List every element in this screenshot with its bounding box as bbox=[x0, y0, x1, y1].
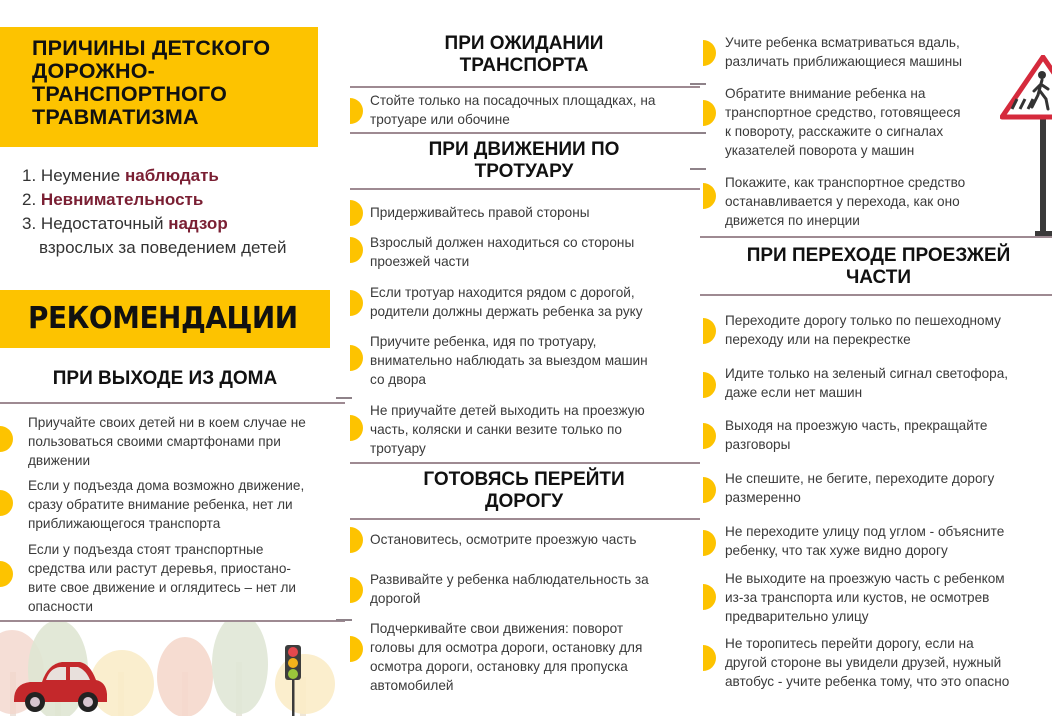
bullet-icon bbox=[703, 183, 716, 209]
divider bbox=[690, 168, 706, 170]
divider bbox=[350, 188, 700, 190]
cause-item-continuation: взрослых за поведением детей bbox=[39, 238, 287, 257]
causes-title-line: ТРАНСПОРТНОГО bbox=[32, 82, 228, 106]
causes-title-line: ПРИЧИНЫ ДЕТСКОГО bbox=[32, 36, 271, 60]
bullet-icon bbox=[703, 423, 716, 449]
bullet-icon bbox=[350, 577, 363, 603]
divider bbox=[700, 294, 1052, 296]
divider bbox=[350, 86, 700, 88]
bullet-icon bbox=[703, 584, 716, 610]
bullet-icon bbox=[703, 477, 716, 503]
list-item: Идите только на зеленый сигнал светофора, даже если нет машин bbox=[725, 366, 1009, 400]
causes-title bbox=[32, 37, 318, 129]
section-title-waiting-transport: ПРИ ОЖИДАНИИ ТРАНСПОРТА bbox=[444, 33, 604, 76]
divider bbox=[350, 132, 700, 134]
list-item: Выходя на проезжую часть, прекращайте разговоры bbox=[725, 418, 988, 452]
divider bbox=[350, 462, 700, 464]
divider bbox=[690, 83, 706, 85]
list-item: Если у подъезда дома возможно движение, сразу обратите внимание ребенка, нет ли приближающегося транспорта bbox=[28, 478, 305, 531]
pedestrian-crossing-sign-icon bbox=[1000, 55, 1052, 240]
recommendations-title: РЕКОМЕНДАЦИИ bbox=[28, 301, 298, 336]
bullet-icon bbox=[703, 40, 716, 66]
list-item: Если у подъезда стоят транспортные средства или растут деревья, приостано- вите свое движение и оглядитесь – нет ли опасности bbox=[28, 542, 297, 614]
divider bbox=[336, 397, 352, 399]
divider bbox=[690, 132, 706, 134]
list-item: Подчеркивайте свои движения: поворот головы для осмотра дороги, остановку для осмотра дороги, остановку для пропуска автомобилей bbox=[370, 621, 643, 693]
divider bbox=[700, 236, 1052, 238]
street-illustration bbox=[0, 622, 345, 716]
bullet-icon bbox=[703, 645, 716, 671]
bullet-icon bbox=[703, 318, 716, 344]
list-item: Обратите внимание ребенка на транспортное средство, готовящееся к повороту, расскажите о сигналах указателей поворота у машин bbox=[725, 86, 961, 158]
cause-highlight: надзор bbox=[168, 214, 228, 233]
bullet-icon bbox=[350, 415, 363, 441]
list-item: Придерживайтесь правой стороны bbox=[370, 205, 590, 220]
bullet-icon bbox=[703, 100, 716, 126]
bullet-icon bbox=[350, 200, 363, 226]
list-item: Учите ребенка всматриваться вдаль, различать приближающиеся машины bbox=[725, 35, 963, 69]
tree-icon bbox=[275, 654, 335, 716]
bullet-icon bbox=[0, 561, 13, 587]
tree-icon bbox=[212, 622, 268, 716]
bullet-icon bbox=[0, 426, 13, 452]
causes-title-line: ДОРОЖНО- bbox=[32, 59, 155, 83]
list-item: Не выходите на проезжую часть с ребенком из-за транспорта или кустов, не осмотрев предварительно улицу bbox=[725, 571, 1005, 624]
section-title-sidewalk: ПРИ ДВИЖЕНИИ ПО ТРОТУАРУ bbox=[428, 139, 620, 182]
list-item: Покажите, как транспортное средство останавливается у перехода, как оно движется по инерции bbox=[725, 175, 966, 228]
list-item: Развивайте у ребенка наблюдательность за дорогой bbox=[370, 572, 649, 606]
divider bbox=[0, 402, 345, 404]
list-item: Остановитесь, осмотрите проезжую часть bbox=[370, 532, 637, 547]
cause-highlight: Невнимательность bbox=[40, 190, 204, 209]
cause-highlight: наблюдать bbox=[124, 166, 219, 185]
divider bbox=[350, 518, 700, 520]
bullet-icon bbox=[703, 372, 716, 398]
cause-item: 2. Невнимательность bbox=[22, 190, 204, 209]
list-item: Стойте только на посадочных площадках, на тротуаре или обочине bbox=[370, 93, 656, 127]
bullet-icon bbox=[350, 290, 363, 316]
causes-title-line: ТРАВМАТИЗМА bbox=[32, 105, 199, 129]
bullet-icon bbox=[350, 636, 363, 662]
list-item: Переходите дорогу только по пешеходному переходу или на перекрестке bbox=[725, 313, 1001, 347]
bullet-icon bbox=[350, 98, 363, 124]
bullet-icon bbox=[350, 345, 363, 371]
list-item: Если тротуар находится рядом с дорогой, родители должны держать ребенка за руку bbox=[370, 285, 643, 319]
tree-icon bbox=[157, 637, 213, 716]
divider bbox=[336, 619, 352, 621]
section-title-preparing-cross: ГОТОВЯСЬ ПЕРЕЙТИ ДОРОГУ bbox=[423, 469, 625, 512]
list-item: Взрослый должен находиться со стороны проезжей части bbox=[370, 235, 635, 269]
list-item: Не торопитесь перейти дорогу, если на другой стороне вы увидели друзей, нужный автобус - учите ребенка тому, что это опасно bbox=[725, 636, 1010, 689]
list-item: Приучайте своих детей ни в коем случае не пользоваться своими смартфонами при движении bbox=[28, 415, 306, 468]
section-title-leaving-home: ПРИ ВЫХОДЕ ИЗ ДОМА bbox=[52, 368, 278, 389]
bullet-icon bbox=[350, 237, 363, 263]
causes-list bbox=[22, 164, 342, 260]
bullet-icon bbox=[0, 490, 13, 516]
cause-item: 1. Неумение наблюдать bbox=[22, 166, 219, 185]
cause-item: 3. Недостаточный надзор bbox=[22, 214, 228, 233]
bullet-icon bbox=[350, 527, 363, 553]
section-title-crossing: ПРИ ПЕРЕХОДЕ ПРОЕЗЖЕЙ ЧАСТИ bbox=[746, 245, 1011, 288]
causes-header-box bbox=[0, 27, 318, 147]
list-item: Не спешите, не бегите, переходите дорогу размеренно bbox=[725, 471, 995, 505]
list-item: Не приучайте детей выходить на проезжую часть, коляски и санки везите только по тротуару bbox=[370, 403, 645, 456]
list-item: Не переходите улицу под углом - объясните ребенку, что так хуже видно дорогу bbox=[725, 524, 1005, 558]
bullet-icon bbox=[703, 530, 716, 556]
list-item: Приучите ребенка, идя по тротуару, внимательно наблюдать за выездом машин со двора bbox=[370, 334, 648, 387]
